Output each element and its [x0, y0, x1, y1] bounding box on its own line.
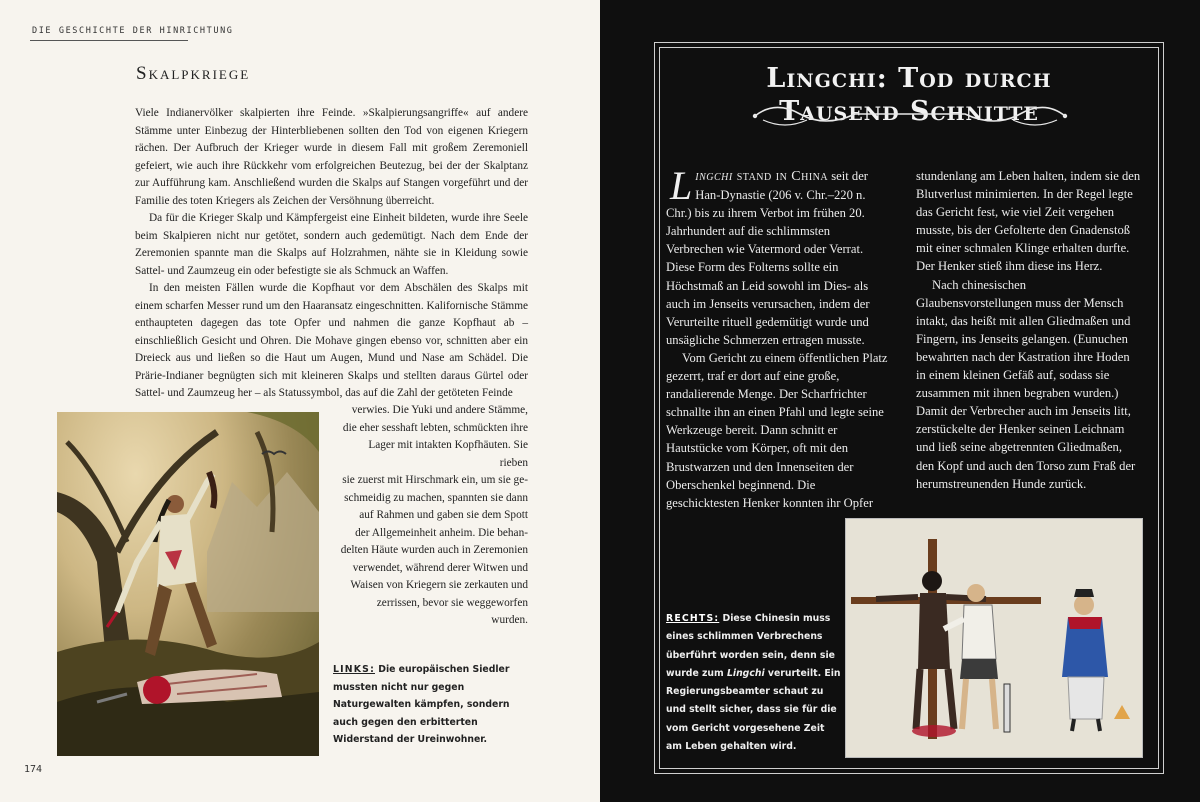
box-paragraph-1-text: seit der Han-Dynastie (206 v. Chr.–220 n. Chr.) bis zu ihrem Verbot im frühen 20. Jahrhundert auf die schlimmsten Verbrechen wie Vatermord oder Verrat. Diese Form des Folterns sollte ein Höchstmaß an Leid sowohl im Dies- als auch im Jenseits verursachen, indem der Verurteilte rituell gedemütigt wurde und unsägliche Schmerzen ertragen musste. — [666, 169, 870, 347]
caption-italic: Lingchi — [726, 667, 765, 679]
right-caption — [666, 610, 841, 756]
caption-text-right-2: verurteilt. Ein Regierungsbeamter schaut zu und stellt sicher, dass sie für die vom Gericht vorgesehene Zeit am Leben gehalten wird. — [666, 667, 841, 753]
left-body-narrow — [338, 402, 528, 630]
lead-rest: stand in China — [732, 169, 829, 184]
caption-text-left: Die europäischen Siedler mussten nicht nur gegen Naturgewalten kämpfen, sondern auch gegen den erbitterten Widerstand der Ureinwohner. — [333, 664, 510, 746]
narrow-line: der Allgemeinheit anheim. Die behan- — [355, 526, 528, 539]
right-page — [600, 0, 1200, 802]
running-head-rule — [30, 40, 188, 41]
settler-painting — [57, 412, 319, 756]
narrow-line: delten Häute wurden auch in Zeremonien — [340, 544, 528, 556]
left-body-text — [135, 105, 528, 403]
box-paragraph-2: Vom Gericht zu einem öffentlichen Platz gezerrt, traf er dort auf eine große, randalierende Menge. Der Scharfrichter schnallte ihn an einen Pfahl und legte seine Werkzeuge bereit. Dann schnitt er Hautstücke vom Körper, oft mit den Brustwarzen und den Innenseiten der Oberschenkel beginnend. Die geschicktesten Henker konnten ihr Opfer — [666, 350, 888, 510]
left-caption — [333, 661, 528, 749]
box-paragraph-1 — [666, 163, 888, 349]
box-title-line-1: Lingchi: Tod durch — [766, 63, 1052, 94]
narrow-line: die eher sesshaft lebten, schmückten ihre — [342, 421, 528, 434]
section-title: Skalpkriege — [136, 63, 251, 84]
narrow-line: Waisen von Kriegern sie zerkauten und — [350, 579, 528, 591]
left-paragraph-1: Viele Indianervölker skalpierten ihre Feinde. »Skalpierungsangriffe« auf andere Stämme unter Einbezug der Hinterbliebenen sollten den Tod von eigenen Kriegern rächen. Der Aufbruch der Krieger wurde in diesem Fall mit großem Zeremoniell gefeiert, wie auch ihre Rückkehr vom erfolgreichen Beutezug, bei der der Skalptanz zur Aufführung kam. Anschließend wurden die Skalps auf Stangen vorgeführt und der Familie des toten Kriegers als Zeichen der Versöhnung überreicht. — [135, 107, 528, 207]
caption-label-left: LINKS: — [333, 664, 375, 675]
box-title-line-2: Tausend Schnitte — [779, 96, 1039, 127]
running-head: DIE GESCHICHTE DER HINRICHTUNG — [32, 26, 234, 36]
lead-word: ingchi — [695, 169, 733, 184]
left-paragraph-3: In den meisten Fällen wurde die Kopfhaut vor dem Abschälen des Skalps mit einem scharfen Messer rund um den Haaransatz eingeschnitten. Kalifornische Stämme enthaupteten dagegen das tote Opfer und nahmen die ganze Kopfhaut ab – einschließlich Gesicht und Ohren. Die Mohave gingen ebenso vor, schnitten aber ein Dreieck aus und ließen so die Haut um Augen, Mund und Nase am Schädel. Die Prärie-Indianer begnügten sich mit kleineren Skalps und stellten daraus Gürtel oder Sattel- und Zaumzeug her – als Statussymbol, das auf die Zahl der getöteten Feinde — [135, 282, 528, 399]
narrow-line: verwies. Die Yuki und andere Stämme, — [351, 404, 528, 416]
left-paragraph-2: Da für die Krieger Skalp und Kämpfergeist eine Einheit bildeten, wurde ihre Seele beim Skalpieren nicht nur getötet, sondern auch gedemütigt. Nach dem Ende der Zeremonien spannte man die Skalps auf Holzrahmen, nähte sie in Kleidung sowie Sattel- und Zaumzeug ein oder befestigte sie als Schmuck an Waffen. — [135, 212, 528, 277]
narrow-line: auf Rahmen und gaben sie dem Spott — [359, 509, 528, 521]
narrow-line: zerrissen, bevor sie weggeworfen wurden. — [376, 596, 528, 626]
narrow-line: schmeidig zu machen, spannten sie dann — [344, 491, 528, 504]
caption-label-right: RECHTS: — [666, 613, 720, 624]
box-paragraph-4: Nach chinesischen Glaubensvorstellungen muss der Mensch intakt, das heißt mit allen Gliedmaßen und Fingern, ins Jenseits gelangen. (Eunuchen bewahrten nach der Kastration ihre Hoden in einem kleinen Gefäß auf, sodass sie zusammen mit ihnen begraben wurden.) Damit der Verbrecher auch im Jenseits litt, zerstückelte der Henker seinen Leichnam und ließ seine abgetrennten Gliedmaßen, den Kopf und auch den Torso zum Fraß der herumstreunenden Hunde zurück. — [916, 277, 1136, 491]
box-column-2 — [916, 167, 1141, 493]
lingchi-painting — [845, 518, 1143, 758]
narrow-line: Lager mit intakten Kopfhäuten. Sie rieben — [368, 439, 528, 469]
caption-text-right-1: Diese Chinesin muss eines schlimmen Verbrechens überführt worden sein, denn sie wurde zum — [666, 613, 835, 679]
narrow-line: verwendet, während derer Witwen und — [352, 561, 528, 574]
box-column-1 — [666, 163, 888, 512]
drop-cap: L — [670, 163, 693, 208]
title-ornament-icon — [745, 96, 1075, 136]
page-number: 174 — [24, 764, 43, 775]
box-paragraph-3: stundenlang am Leben halten, indem sie den Blutverlust minimierten. In der Regel legte das Gericht fest, wie viel Zeit vergehen musste, bis der Gefolterte den Gnadenstoß mit einer schmalen Klinge erhalten durfte. Der Henker stieß ihm diese ins Herz. — [916, 169, 1141, 274]
narrow-line: sie zuerst mit Hirschmark ein, um sie ge- — [342, 474, 528, 486]
